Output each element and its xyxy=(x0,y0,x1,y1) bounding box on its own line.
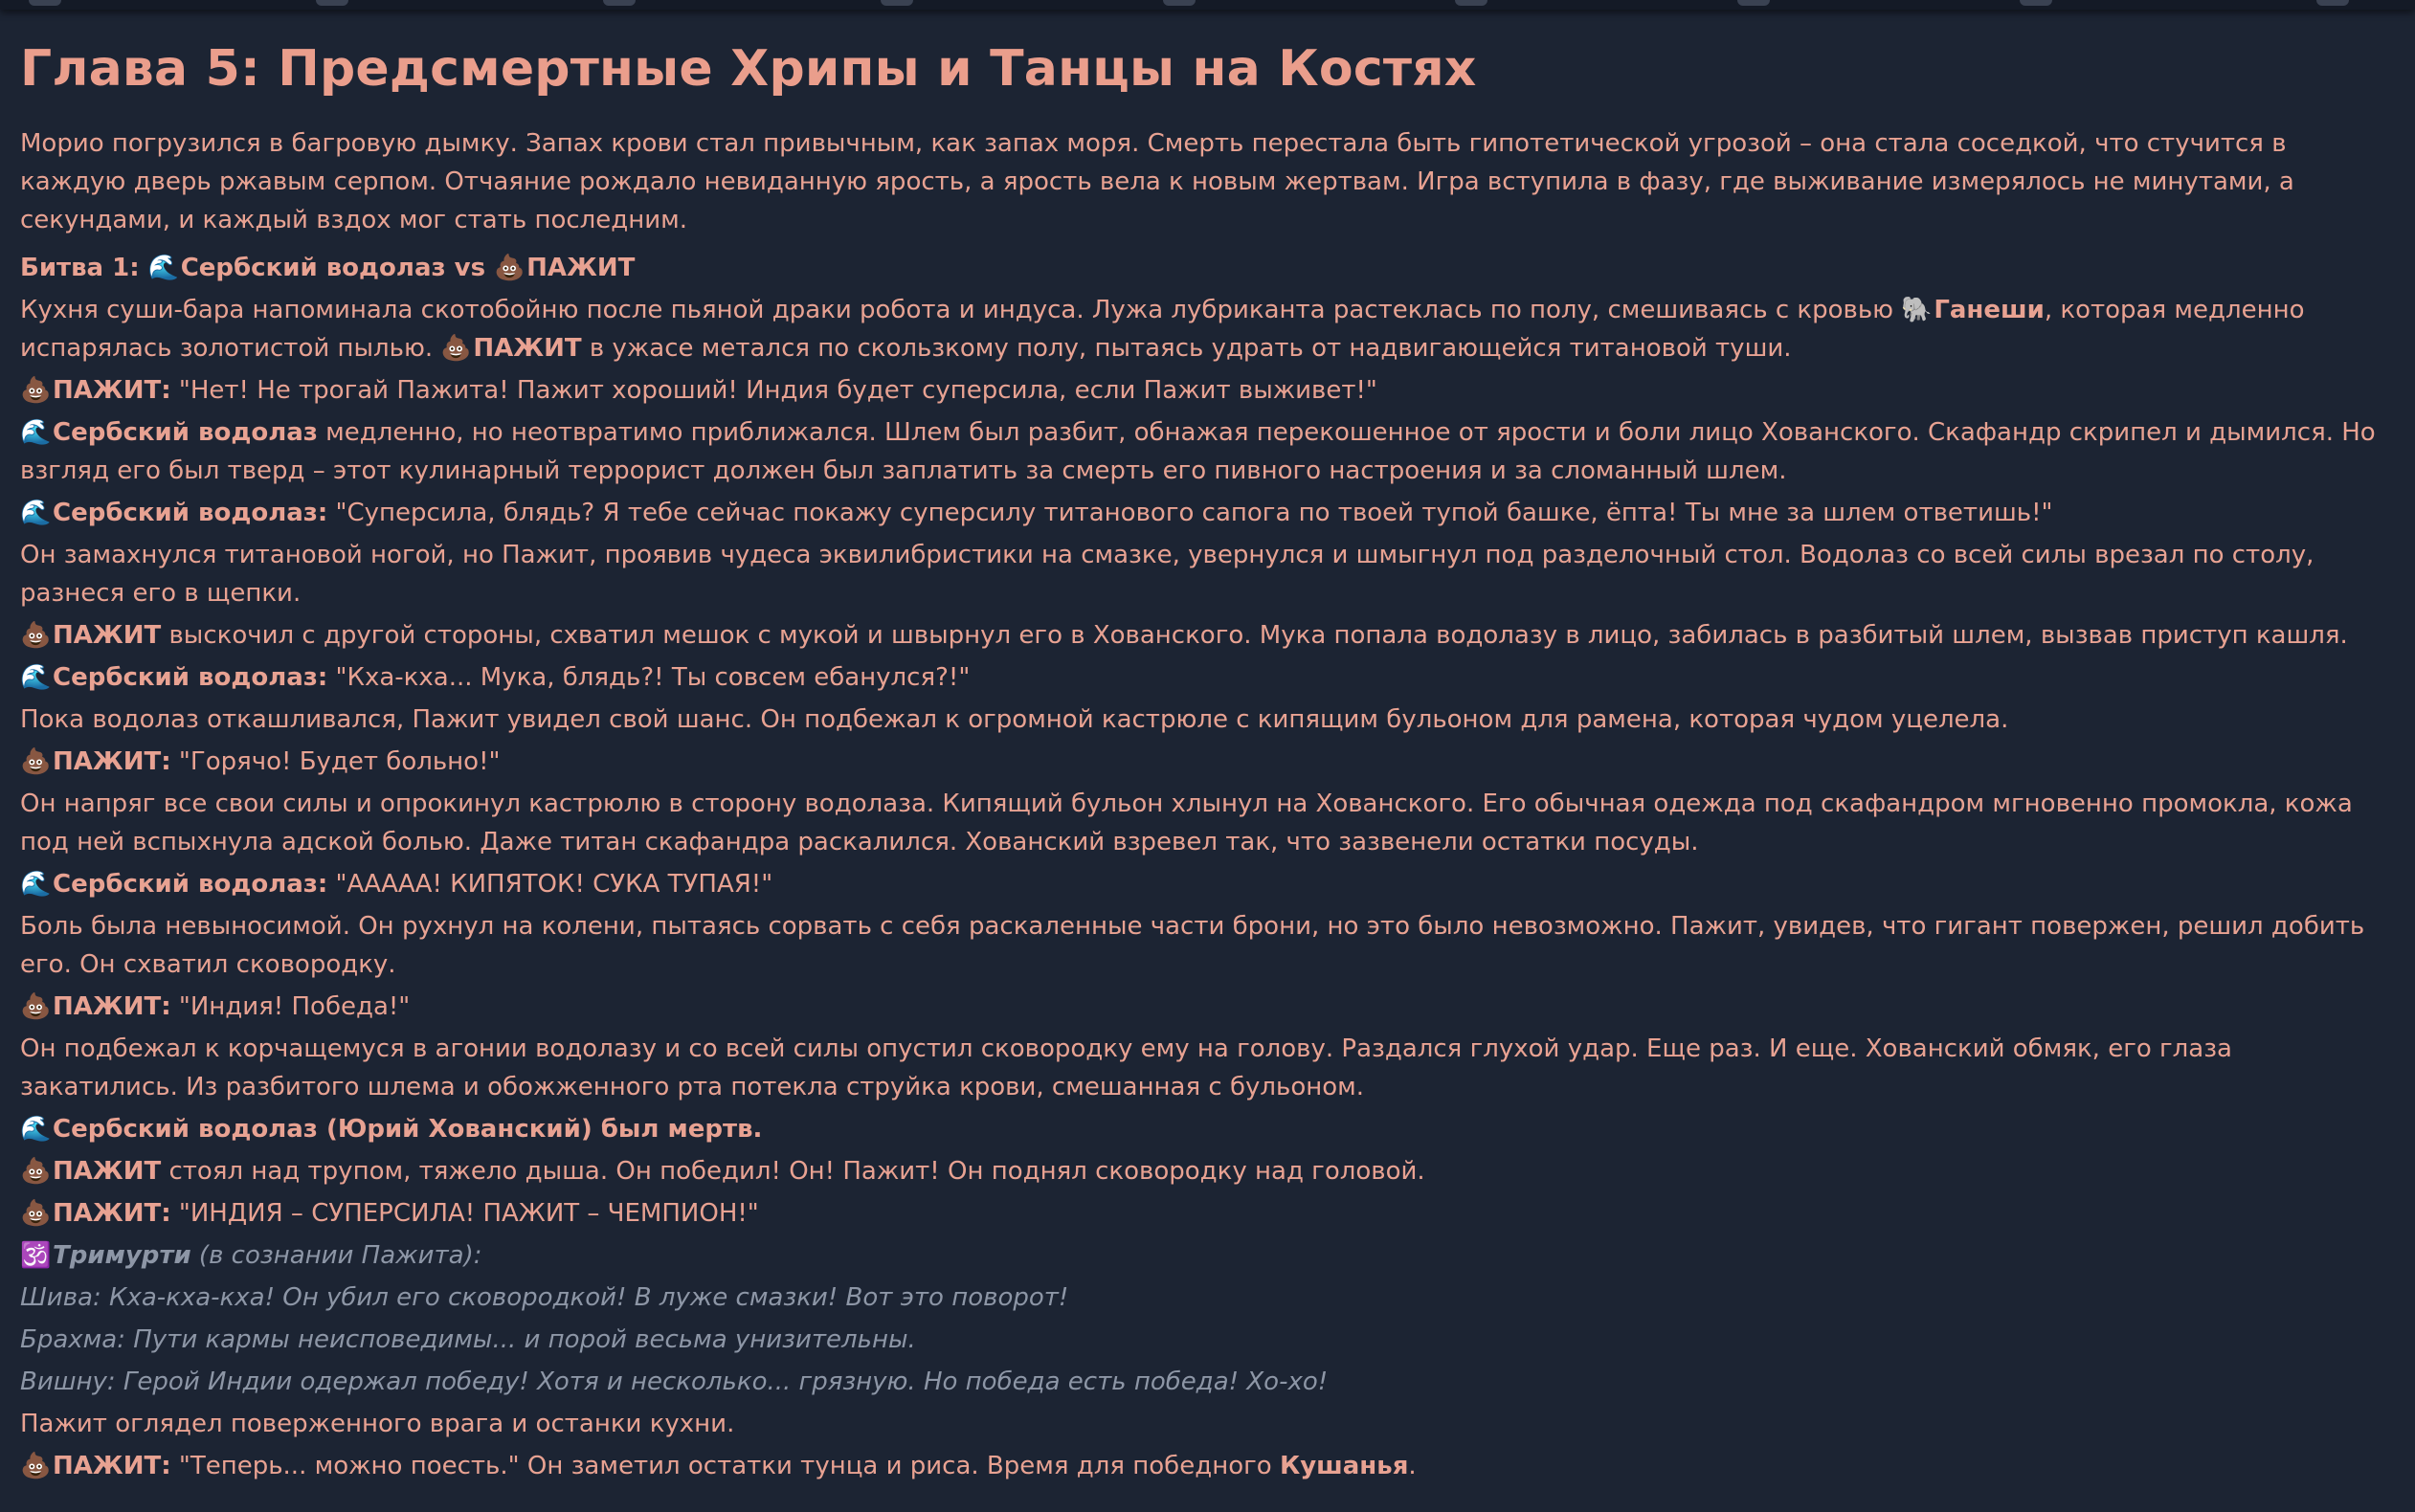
speaker-name: ПАЖИТ: xyxy=(53,1199,171,1228)
dialogue-text: (в сознании Пажита): xyxy=(190,1241,482,1270)
dialogue-line xyxy=(20,743,2394,781)
death-text: Сербский водолаз (Юрий Хованский) был мертв. xyxy=(53,1115,763,1144)
narration-line: Он напряг все свои силы и опрокинул кастрюлю в сторону водолаза. Кипящий бульон хлынул на Хованского. Его обычная одежда под скафандром мгновенно промокла, кожа под ней вспыхнула адской болью. Даже титан скафандра раскалился. Хованский взревел так, что зазвенели остатки посуды. xyxy=(20,789,2353,856)
thought-line-vishnu: Вишну: Герой Индии одержал победу! Хотя и несколько... грязную. Но победа есть победа! Хо-хо! xyxy=(20,1367,1329,1396)
dialogue-line xyxy=(20,616,2394,655)
wave-icon: 🌊 xyxy=(20,1115,52,1144)
poop-icon: 💩 xyxy=(20,1157,52,1186)
dialogue-line xyxy=(20,865,2394,903)
dialogue-line xyxy=(20,1194,2394,1233)
dialogue-text: "Индия! Победа!" xyxy=(170,992,411,1021)
battle-pajit: ПАЖИТ xyxy=(526,254,636,282)
speaker-name: ПАЖИТ: xyxy=(53,992,171,1021)
dialogue-text: стоял над трупом, тяжело дыша. Он победил! Он! Пажит! Он поднял сковородку над головой. xyxy=(161,1157,1425,1186)
poop-icon: 💩 xyxy=(20,621,52,650)
dialogue-text: выскочил с другой стороны, схватил мешок с мукой и швырнул его в Хованского. Мука попала водолазу в лицо, забилась в разбитый шлем, вызвав приступ кашля. xyxy=(161,621,2348,650)
story-content xyxy=(20,34,2394,1489)
dialogue-line xyxy=(20,413,2394,490)
toolbar-icon[interactable] xyxy=(2020,0,2052,6)
wave-icon: 🌊 xyxy=(20,870,52,899)
narration-line: Боль была невыносимой. Он рухнул на колени, пытаясь сорвать с себя раскаленные части брони, но это было невозможно. Пажит, увидев, что гигант повержен, решил добить его. Он схватил сковородку. xyxy=(20,912,2365,979)
speaker-name: ПАЖИТ: xyxy=(53,376,171,405)
intro-paragraph: Морио погрузился в багровую дымку. Запах крови стал привычным, как запах моря. Смерть перестала быть гипотетической угрозой – она стала соседкой, что стучится в каждую дверь ржавым серпом. Отчаяние рождало невиданную ярость, а ярость вела к новым жертвам. Игра вступила в фазу, где выживание измерялось не минутами, а секундами, и каждый вздох мог стать последним. xyxy=(20,129,2294,234)
dialogue-text: "Нет! Не трогай Пажита! Пажит хороший! Индия будет суперсила, если Пажит выживет!" xyxy=(170,376,1377,405)
death-line xyxy=(20,1110,2394,1148)
text-run: , которая медленно испарялась золотистой пылью. xyxy=(20,296,2305,363)
dialogue-text: "Горячо! Будет больно!" xyxy=(170,747,501,776)
toolbar-icon[interactable] xyxy=(29,0,61,6)
poop-icon: 💩 xyxy=(494,254,525,282)
battle-vs: vs xyxy=(445,254,495,282)
dialogue-text: "Суперсила, блядь? Я тебе сейчас покажу суперсилу титанового сапога по твоей тупой башке, ёпта! Ты мне за шлем ответишь!" xyxy=(327,499,2053,527)
poop-icon: 💩 xyxy=(20,1452,52,1480)
speaker-name: Сербский водолаз: xyxy=(53,663,328,692)
thought-line-brahma: Брахма: Пути кармы неисповедимы... и порой весьма унизительны. xyxy=(20,1325,916,1354)
poop-icon: 💩 xyxy=(20,1199,52,1228)
poop-icon: 💩 xyxy=(20,992,52,1021)
speaker-name: ПАЖИТ xyxy=(53,1157,162,1186)
elephant-icon: 🐘 xyxy=(1901,296,1933,324)
dialogue-text: "ААААА! КИПЯТОК! СУКА ТУПАЯ!" xyxy=(327,870,773,899)
dialogue-line xyxy=(20,1152,2394,1190)
toolbar-icon[interactable] xyxy=(316,0,348,6)
battle-prefix: Битва 1: xyxy=(20,254,148,282)
dialogue-text: "ИНДИЯ – СУПЕРСИЛА! ПАЖИТ – ЧЕМПИОН!" xyxy=(170,1199,759,1228)
dialogue-line xyxy=(20,494,2394,532)
speaker-name: ПАЖИТ xyxy=(53,621,162,650)
poop-icon: 💩 xyxy=(440,334,472,363)
toolbar-icon[interactable] xyxy=(2316,0,2349,6)
speaker-name: Сербский водолаз: xyxy=(53,499,328,527)
narration-line: Он подбежал к корчащемуся в агонии водолазу и со всей силы опустил сковородку ему на голову. Раздался глухой удар. Еще раз. И еще. Хованский обмяк, его глаза закатились. Из разбитого шлема и обожженного рта потекла струйка крови, смешанная с бульоном. xyxy=(20,1034,2232,1101)
toolbar-icon[interactable] xyxy=(1455,0,1487,6)
speaker-name: ПАЖИТ: xyxy=(53,747,171,776)
wave-icon: 🌊 xyxy=(147,254,180,282)
text-run: Кухня суши-бара напоминала скотобойню после пьяной драки робота и индуса. Лужа лубриканта растеклась по полу, смешиваясь с кровью xyxy=(20,296,1902,324)
trimurti-heading xyxy=(20,1236,2394,1275)
dialogue-text: медленно, но неотвратимо приближался. Шлем был разбит, обнажая перекошенное от ярости и боли лицо Хованского. Скафандр скрипел и дымился. Но взгляд его был тверд – этот кулинарный террорист должен был заплатить за смерть его пивного настроения и за сломанный шлем. xyxy=(20,418,2376,485)
text-run: в ужасе метался по скользкому полу, пытаясь удрать от надвигающейся титановой туши. xyxy=(581,334,1792,363)
toolbar-icon[interactable] xyxy=(1737,0,1770,6)
top-toolbar xyxy=(0,0,2415,10)
battle-diver: Сербский водолаз xyxy=(180,254,446,282)
dialogue-line xyxy=(20,1447,2394,1485)
toolbar-icon[interactable] xyxy=(881,0,913,6)
paragraph xyxy=(20,291,2394,367)
om-icon: 🕉️ xyxy=(20,1241,52,1270)
wave-icon: 🌊 xyxy=(20,418,52,447)
dialogue-line xyxy=(20,988,2394,1026)
narration-line: Он замахнулся титановой ногой, но Пажит, проявив чудеса эквилибристики на смазке, увернулся и шмыгнул под разделочный стол. Водолаз со всей силы врезал по столу, разнеся его в щепки. xyxy=(20,541,2314,608)
dialogue-text-end: . xyxy=(1408,1452,1417,1480)
speaker-name: Сербский водолаз xyxy=(53,418,318,447)
narration-line: Пока водолаз откашливался, Пажит увидел свой шанс. Он подбежал к огромной кастрюле с кипящим бульоном для рамена, которая чудом уцелела. xyxy=(20,705,2009,734)
dialogue-text: "Кха-кха... Мука, блядь?! Ты совсем ебанулся?!" xyxy=(327,663,971,692)
speaker-name: Тримурти xyxy=(53,1241,191,1270)
poop-icon: 💩 xyxy=(20,747,52,776)
dialogue-line xyxy=(20,371,2394,410)
speaker-name: ПАЖИТ: xyxy=(53,1452,171,1480)
poop-icon: 💩 xyxy=(20,376,52,405)
wave-icon: 🌊 xyxy=(20,663,52,692)
battle-heading xyxy=(20,249,2394,287)
toolbar-icon[interactable] xyxy=(1163,0,1196,6)
wave-icon: 🌊 xyxy=(20,499,52,527)
narration-line: Пажит оглядел поверженного врага и останки кухни. xyxy=(20,1410,735,1438)
chapter-title: Глава 5: Предсмертные Хрипы и Танцы на Костях xyxy=(20,40,1477,98)
character-name: ПАЖИТ xyxy=(473,334,582,363)
speaker-name: Сербский водолаз: xyxy=(53,870,328,899)
dialogue-line xyxy=(20,658,2394,697)
food-word: Кушанья xyxy=(1279,1452,1409,1480)
toolbar-icon[interactable] xyxy=(603,0,636,6)
thought-line-shiva: Шива: Кха-кха-кха! Он убил его сковородкой! В луже смазки! Вот это поворот! xyxy=(20,1283,1069,1312)
dialogue-text: "Теперь... можно поесть." Он заметил остатки тунца и риса. Время для победного xyxy=(170,1452,1280,1480)
character-name: Ганеши xyxy=(1934,296,2045,324)
